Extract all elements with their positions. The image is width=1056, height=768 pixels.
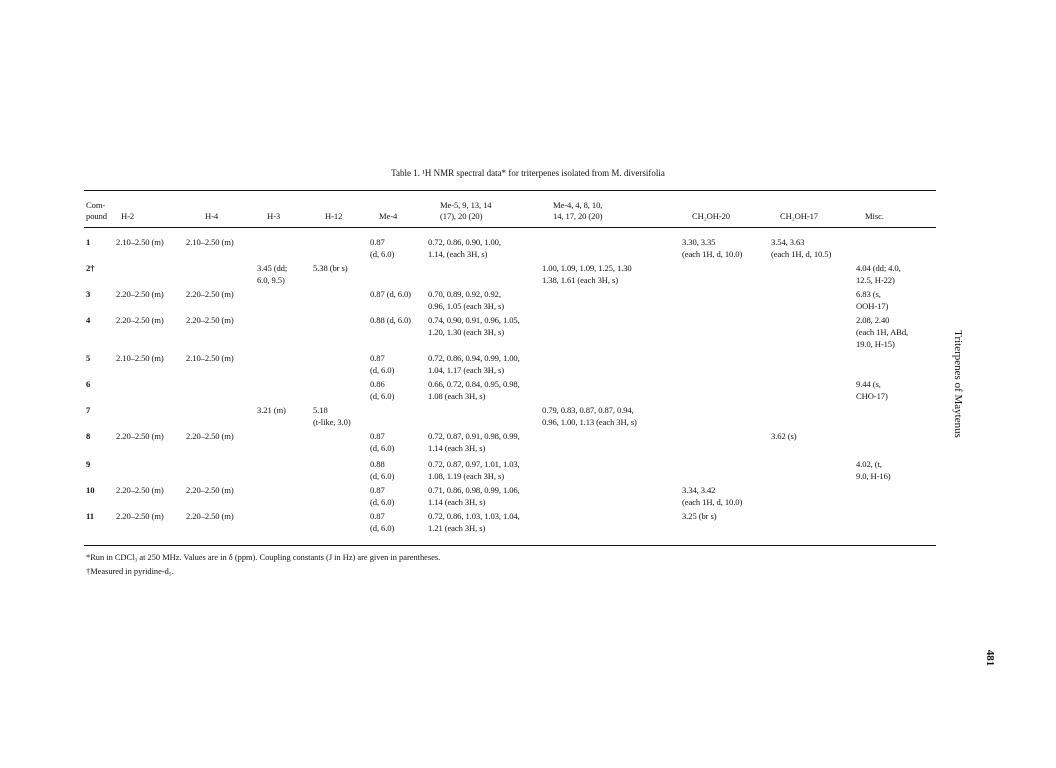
compound-number: 7 [86, 405, 91, 415]
cell-me5: 0.66, 0.72, 0.84, 0.95, 0.98, 1.08 (each 3H, s) [428, 379, 520, 401]
compound-number: 11 [86, 511, 94, 521]
cell-misc: 4.02, (t, 9.0, H-16) [856, 459, 891, 481]
cell-h4: 2.20–2.50 (m) [186, 511, 234, 521]
compound-number: 4 [86, 315, 91, 325]
cell-me4: 0.88 (d, 6.0) [370, 315, 411, 325]
cell-h2: 2.10–2.50 (m) [116, 353, 164, 363]
cell-h4: 2.10–2.50 (m) [186, 237, 234, 247]
cell-h2: 2.20–2.50 (m) [116, 289, 164, 299]
cell-ch2oh20: 3.34, 3.42 (each 1H, d, 10.0) [682, 485, 743, 507]
column-header-h2: H-2 [121, 211, 135, 221]
cell-me5: 0.72, 0.86, 0.90, 1.00, 1.14, (each 3H, s) [428, 237, 501, 259]
compound-number: 2† [86, 263, 95, 273]
cell-ch2oh17: 3.54, 3.63 (each 1H, d, 10.5) [771, 237, 832, 259]
column-header-ch2oh17: CH₂OH-17 [780, 211, 819, 221]
cell-h4: 2.20–2.50 (m) [186, 315, 234, 325]
cell-ch2oh17: 3.62 (s) [771, 431, 797, 441]
header-rule [84, 227, 936, 228]
cell-ch2oh20: 3.25 (br s) [682, 511, 717, 521]
cell-h4: 2.20–2.50 (m) [186, 431, 234, 441]
bottom-rule [84, 545, 936, 546]
cell-h2: 2.20–2.50 (m) [116, 431, 164, 441]
cell-h3: 3.21 (m) [257, 405, 286, 415]
cell-me5: 0.71, 0.86, 0.98, 0.99, 1.06, 1.14 (each 3H, s) [428, 485, 520, 507]
cell-misc: 6.83 (s, OOH-17) [856, 289, 889, 311]
cell-me4: 0.87 (d, 6.0) [370, 485, 395, 507]
column-header-me5: Me-5, 9, 13, 14 (17), 20 (20) [440, 200, 492, 221]
cell-h4: 2.20–2.50 (m) [186, 485, 234, 495]
compound-number: 5 [86, 353, 91, 363]
column-header-misc: Misc. [865, 211, 884, 221]
cell-me4: 0.87 (d, 6.0) [370, 289, 411, 299]
cell-misc: 9.44 (s, CHO-17) [856, 379, 888, 401]
cell-me5: 0.74, 0.90, 0.91, 0.96, 1.05, 1.20, 1.30 (each 3H, s) [428, 315, 520, 337]
cell-me5: 0.72, 0.87, 0.91, 0.98, 0.99, 1.14 (each 3H, s) [428, 431, 520, 453]
cell-me4: 0.87 (d, 6.0) [370, 353, 395, 375]
column-header-ch2oh20: CH₂OH-20 [692, 211, 731, 221]
compound-number: 3 [86, 289, 91, 299]
top-rule [84, 190, 936, 191]
cell-h12: 5.38 (br s) [313, 263, 348, 273]
column-header-h12: H-12 [325, 211, 343, 221]
cell-me4b: 1.00, 1.09, 1.09, 1.25, 1.30 1.38, 1.61 (each 3H, s) [542, 263, 632, 285]
column-header-me4b: Me-4, 4, 8, 10, 14, 17, 20 (20) [553, 200, 603, 221]
cell-h12: 5.18 (t-like, 3.0) [313, 405, 351, 427]
cell-misc: 4.04 (dd; 4.0, 12.5, H-22) [856, 263, 901, 285]
cell-me5: 0.70, 0.89, 0.92, 0.92, 0.96, 1.05 (each 3H, s) [428, 289, 504, 311]
cell-h2: 2.20–2.50 (m) [116, 485, 164, 495]
cell-ch2oh20: 3.30, 3.35 (each 1H, d, 10.0) [682, 237, 743, 259]
cell-me5: 0.72, 0.86, 1.03, 1.03, 1.04, 1.21 (each 3H, s) [428, 511, 520, 533]
footnote-conditions: *Run in CDCl₃ at 250 MHz. Values are in δ (ppm). Coupling constants (J in Hz) are given in parentheses. [86, 553, 441, 562]
cell-h3: 3.45 (dd; 6.0, 9.5) [257, 263, 288, 285]
column-header-me4: Me-4 [379, 211, 398, 221]
column-header-h3: H-3 [267, 211, 281, 221]
column-header-h4: H-4 [205, 211, 219, 221]
cell-me4: 0.86 (d, 6.0) [370, 379, 395, 401]
page-number: 481 [984, 649, 996, 667]
compound-number: 8 [86, 431, 91, 441]
cell-h2: 2.10–2.50 (m) [116, 237, 164, 247]
table-caption: Table 1. ¹H NMR spectral data* for triterpenes isolated from M. diversifolia [391, 168, 665, 178]
cell-h2: 2.20–2.50 (m) [116, 511, 164, 521]
running-head: Triterpenes of Maytenus [952, 330, 964, 438]
compound-number: 9 [86, 459, 91, 469]
column-header-compound: Com- pound [86, 200, 107, 221]
cell-me4: 0.87 (d, 6.0) [370, 511, 395, 533]
cell-me4: 0.88 (d, 6.0) [370, 459, 395, 481]
cell-me4b: 0.79, 0.83, 0.87, 0.87, 0.94, 0.96, 1.00, 1.13 (each 3H, s) [542, 405, 637, 427]
compound-number: 10 [86, 485, 95, 495]
cell-me5: 0.72, 0.87, 0.97, 1.01, 1.03, 1.08, 1.19 (each 3H, s) [428, 459, 520, 481]
cell-me4: 0.87 (d, 6.0) [370, 237, 395, 259]
cell-misc: 2.08, 2.40 (each 1H, ABd, 19.0, H-15) [856, 315, 909, 349]
cell-me4: 0.87 (d, 6.0) [370, 431, 395, 453]
cell-me5: 0.72, 0.86, 0.94, 0.99, 1.00, 1.04, 1.17 (each 3H, s) [428, 353, 520, 375]
cell-h2: 2.20–2.50 (m) [116, 315, 164, 325]
footnote-pyridine: †Measured in pyridine-d₅. [86, 567, 174, 576]
compound-number: 1 [86, 237, 91, 247]
cell-h4: 2.20–2.50 (m) [186, 289, 234, 299]
compound-number: 6 [86, 379, 91, 389]
cell-h4: 2.10–2.50 (m) [186, 353, 234, 363]
